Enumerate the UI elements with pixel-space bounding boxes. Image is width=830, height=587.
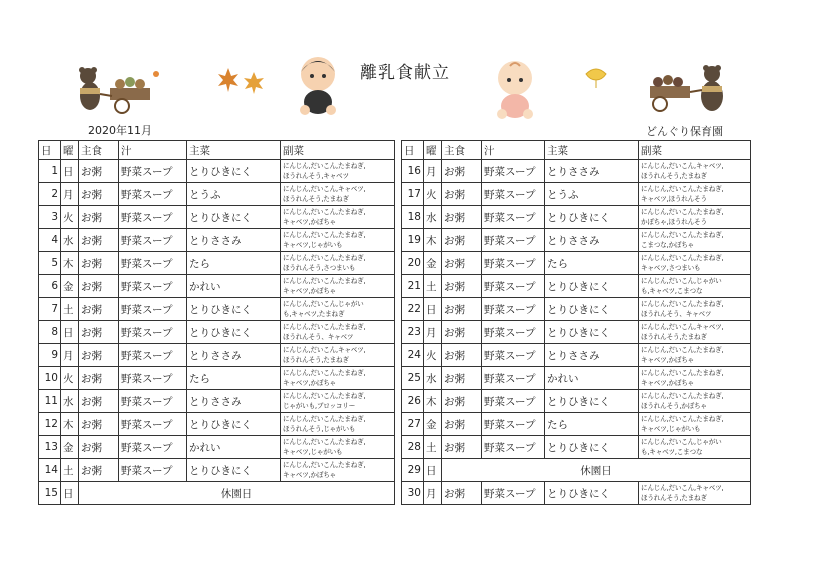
dow-cell: 金 (424, 413, 442, 436)
table-row (402, 252, 751, 275)
day-cell: 27 (402, 413, 424, 436)
side-dish-line: にんじん,だいこん,たまねぎ, (641, 300, 724, 308)
side-dish-cell (281, 183, 395, 206)
side-dish-line: じゃがいも,ブロッコリー (283, 402, 356, 410)
day-cell: 22 (402, 298, 424, 321)
dow-cell: 日 (61, 321, 79, 344)
side-dish-cell (281, 390, 395, 413)
table-row (39, 206, 395, 229)
side-dish-line: キャベツ,さつまいも (641, 264, 701, 272)
soup-cell: 野菜スープ (482, 436, 545, 459)
day-cell: 16 (402, 160, 424, 183)
main-dish-cell: とりひきにく (545, 390, 639, 413)
baby-illustration (293, 54, 343, 116)
side-dish-line: にんじん,だいこん,たまねぎ, (641, 415, 724, 423)
day-cell: 30 (402, 482, 424, 505)
side-dish-cell (281, 206, 395, 229)
dow-cell: 金 (61, 436, 79, 459)
table-header-row (402, 141, 751, 160)
dow-cell: 水 (61, 390, 79, 413)
table-row (39, 344, 395, 367)
main-dish-cell: とりひきにく (187, 321, 281, 344)
side-dish-line: ほうれんそう、キャベツ (641, 310, 712, 318)
day-cell: 20 (402, 252, 424, 275)
day-cell: 24 (402, 344, 424, 367)
side-dish-line: キャベツ,ほうれんそう (641, 195, 707, 203)
dow-cell: 土 (61, 298, 79, 321)
side-dish-line: にんじん,だいこん,たまねぎ, (283, 438, 366, 446)
table-row (402, 390, 751, 413)
day-cell: 10 (39, 367, 61, 390)
page-title: 離乳食献立 (360, 63, 450, 83)
side-dish-line: にんじん,だいこん,キャベツ, (641, 162, 724, 170)
staple-cell: お粥 (79, 229, 119, 252)
table-row (402, 229, 751, 252)
side-dish-line: にんじん,だいこん,たまねぎ, (283, 231, 366, 239)
main-dish-cell: とりささみ (187, 344, 281, 367)
side-dish-cell (639, 275, 751, 298)
side-dish-cell (281, 252, 395, 275)
table-row (402, 367, 751, 390)
soup-cell: 野菜スープ (482, 321, 545, 344)
staple-cell: お粥 (442, 160, 482, 183)
staple-cell: お粥 (442, 275, 482, 298)
header-soup: 汁 (119, 141, 187, 160)
staple-cell: お粥 (442, 413, 482, 436)
soup-cell: 野菜スープ (119, 275, 187, 298)
day-cell: 29 (402, 459, 424, 482)
main-dish-cell: とりひきにく (187, 413, 281, 436)
day-cell: 18 (402, 206, 424, 229)
side-dish-line: ほうれんそう,たまねぎ (283, 356, 349, 364)
dow-cell: 月 (61, 183, 79, 206)
main-dish-cell: とうふ (187, 183, 281, 206)
school-name: どんぐり保育園 (646, 125, 723, 138)
header-soup: 汁 (482, 141, 545, 160)
staple-cell: お粥 (442, 436, 482, 459)
soup-cell: 野菜スープ (482, 252, 545, 275)
main-dish-cell: とうふ (545, 183, 639, 206)
day-cell: 7 (39, 298, 61, 321)
side-dish-cell (639, 183, 751, 206)
table-row (39, 436, 395, 459)
header-main: 主菜 (187, 141, 281, 160)
main-dish-cell: かれい (187, 275, 281, 298)
side-dish-cell (639, 344, 751, 367)
table-header-row (39, 141, 395, 160)
maple-leaves-illustration (218, 66, 268, 96)
header-main: 主菜 (545, 141, 639, 160)
dow-cell: 火 (424, 344, 442, 367)
main-dish-cell: たら (187, 367, 281, 390)
day-cell: 14 (39, 459, 61, 482)
dow-cell: 火 (61, 206, 79, 229)
side-dish-cell (281, 229, 395, 252)
staple-cell: お粥 (442, 252, 482, 275)
staple-cell: お粥 (442, 183, 482, 206)
soup-cell: 野菜スープ (119, 206, 187, 229)
menu-table-right (401, 140, 751, 505)
staple-cell: お粥 (442, 321, 482, 344)
soup-cell: 野菜スープ (482, 298, 545, 321)
main-dish-cell: とりひきにく (545, 206, 639, 229)
staple-cell: お粥 (79, 436, 119, 459)
side-dish-line: も,キャベツ,こまつな (641, 448, 703, 456)
side-dish-cell (639, 436, 751, 459)
side-dish-line: にんじん,だいこん,たまねぎ, (283, 208, 366, 216)
side-dish-line: ほうれんそう,たまねぎ (283, 195, 349, 203)
side-dish-cell (639, 367, 751, 390)
table-row (39, 413, 395, 436)
header-day: 日 (39, 141, 61, 160)
staple-cell: お粥 (79, 367, 119, 390)
baby-illustration (490, 58, 540, 120)
soup-cell: 野菜スープ (482, 482, 545, 505)
side-dish-cell (281, 367, 395, 390)
side-dish-line: にんじん,だいこん,たまねぎ, (641, 392, 724, 400)
day-cell: 4 (39, 229, 61, 252)
dow-cell: 火 (61, 367, 79, 390)
side-dish-line: ほうれんそう,たまねぎ (641, 172, 707, 180)
dow-cell: 土 (61, 459, 79, 482)
day-cell: 17 (402, 183, 424, 206)
side-dish-line: キャベツ,じゃがいも (283, 448, 343, 456)
ginkgo-leaf-illustration (584, 66, 608, 90)
main-dish-cell: とりささみ (545, 229, 639, 252)
dow-cell: 木 (424, 229, 442, 252)
day-cell: 19 (402, 229, 424, 252)
dow-cell: 土 (424, 436, 442, 459)
day-cell: 25 (402, 367, 424, 390)
side-dish-line: キャベツ,かぼちゃ (283, 218, 337, 226)
side-dish-cell (281, 459, 395, 482)
table-row (402, 321, 751, 344)
staple-cell: お粥 (442, 367, 482, 390)
side-dish-line: にんじん,だいこん,たまねぎ, (283, 461, 366, 469)
table-row (39, 298, 395, 321)
main-dish-cell: かれい (187, 436, 281, 459)
dow-cell: 水 (61, 229, 79, 252)
soup-cell: 野菜スープ (119, 413, 187, 436)
soup-cell: 野菜スープ (482, 229, 545, 252)
table-row (402, 160, 751, 183)
dow-cell: 金 (61, 275, 79, 298)
dow-cell: 日 (424, 298, 442, 321)
main-dish-cell: とりささみ (187, 229, 281, 252)
side-dish-line: ほうれんそう,キャベツ (283, 172, 349, 180)
day-cell: 13 (39, 436, 61, 459)
dow-cell: 土 (424, 275, 442, 298)
side-dish-line: にんじん,だいこん,たまねぎ, (641, 254, 724, 262)
soup-cell: 野菜スープ (482, 183, 545, 206)
main-dish-cell: かれい (545, 367, 639, 390)
dow-cell: 月 (61, 344, 79, 367)
day-cell: 21 (402, 275, 424, 298)
main-dish-cell: とりひきにく (545, 275, 639, 298)
side-dish-line: にんじん,だいこん,たまねぎ, (283, 323, 366, 331)
soup-cell: 野菜スープ (119, 459, 187, 482)
side-dish-cell (639, 229, 751, 252)
dow-cell: 木 (424, 390, 442, 413)
soup-cell: 野菜スープ (482, 206, 545, 229)
side-dish-cell (639, 206, 751, 229)
soup-cell: 野菜スープ (119, 436, 187, 459)
soup-cell: 野菜スープ (119, 321, 187, 344)
soup-cell: 野菜スープ (119, 252, 187, 275)
day-cell: 5 (39, 252, 61, 275)
bear-cart-illustration (644, 62, 734, 116)
table-row (402, 436, 751, 459)
staple-cell: お粥 (442, 390, 482, 413)
table-row (39, 367, 395, 390)
side-dish-cell (639, 390, 751, 413)
side-dish-line: ほうれんそう,さつまいも (283, 264, 356, 272)
dow-cell: 日 (424, 459, 442, 482)
main-dish-cell: とりささみ (187, 390, 281, 413)
main-dish-cell: たら (545, 413, 639, 436)
table-row (402, 344, 751, 367)
day-cell: 28 (402, 436, 424, 459)
main-dish-cell: とりひきにく (545, 436, 639, 459)
staple-cell: お粥 (79, 459, 119, 482)
staple-cell: お粥 (442, 344, 482, 367)
header-side: 副菜 (639, 141, 751, 160)
soup-cell: 野菜スープ (119, 183, 187, 206)
side-dish-line: ほうれんそう、キャベツ (283, 333, 354, 341)
staple-cell: お粥 (79, 390, 119, 413)
soup-cell: 野菜スープ (482, 413, 545, 436)
soup-cell: 野菜スープ (119, 160, 187, 183)
side-dish-cell (639, 160, 751, 183)
table-row (402, 206, 751, 229)
soup-cell: 野菜スープ (482, 367, 545, 390)
table-row (39, 252, 395, 275)
day-cell: 3 (39, 206, 61, 229)
side-dish-cell (639, 298, 751, 321)
side-dish-line: キャベツ,かぼちゃ (283, 287, 337, 295)
soup-cell: 野菜スープ (482, 275, 545, 298)
side-dish-cell (281, 413, 395, 436)
staple-cell: お粥 (442, 482, 482, 505)
side-dish-cell (639, 482, 751, 505)
header-staple: 主食 (79, 141, 119, 160)
main-dish-cell: たら (545, 252, 639, 275)
header-dow: 曜 (61, 141, 79, 160)
staple-cell: お粥 (79, 413, 119, 436)
soup-cell: 野菜スープ (119, 298, 187, 321)
side-dish-cell (281, 344, 395, 367)
soup-cell: 野菜スープ (119, 229, 187, 252)
day-cell: 11 (39, 390, 61, 413)
side-dish-line: キャベツ,かぼちゃ (283, 471, 337, 479)
soup-cell: 野菜スープ (119, 390, 187, 413)
dow-cell: 火 (424, 183, 442, 206)
table-row (402, 275, 751, 298)
day-cell: 26 (402, 390, 424, 413)
dow-cell: 月 (424, 321, 442, 344)
dow-cell: 月 (424, 160, 442, 183)
main-dish-cell: とりささみ (545, 344, 639, 367)
day-cell: 23 (402, 321, 424, 344)
table-row (39, 160, 395, 183)
soup-cell: 野菜スープ (482, 344, 545, 367)
table-row (39, 321, 395, 344)
side-dish-cell (639, 252, 751, 275)
main-dish-cell: とりひきにく (187, 459, 281, 482)
side-dish-cell (639, 321, 751, 344)
side-dish-line: キャベツ,かぼちゃ (283, 379, 337, 387)
side-dish-line: にんじん,だいこん,たまねぎ, (641, 346, 724, 354)
main-dish-cell: とりひきにく (545, 298, 639, 321)
side-dish-line: にんじん,だいこん,たまねぎ, (641, 231, 724, 239)
menu-table-left (38, 140, 395, 505)
side-dish-line: キャベツ,じゃがいも (641, 425, 701, 433)
side-dish-line: ほうれんそう,たまねぎ (641, 333, 707, 341)
side-dish-line: キャベツ,かぼちゃ (641, 379, 695, 387)
table-row (402, 413, 751, 436)
table-row (39, 275, 395, 298)
side-dish-cell (281, 160, 395, 183)
dow-cell: 月 (424, 482, 442, 505)
side-dish-line: にんじん,だいこん,たまねぎ, (283, 277, 366, 285)
day-cell: 1 (39, 160, 61, 183)
side-dish-line: にんじん,だいこん,キャベツ, (641, 484, 724, 492)
side-dish-line: も,キャベツ,こまつな (641, 287, 703, 295)
table-row (402, 183, 751, 206)
header-dow: 曜 (424, 141, 442, 160)
side-dish-line: にんじん,だいこん,たまねぎ, (641, 369, 724, 377)
header-staple: 主食 (442, 141, 482, 160)
day-cell: 2 (39, 183, 61, 206)
main-dish-cell: とりひきにく (187, 160, 281, 183)
day-cell: 9 (39, 344, 61, 367)
holiday-label: 休園日 (79, 482, 395, 505)
main-dish-cell: とりささみ (545, 160, 639, 183)
day-cell: 6 (39, 275, 61, 298)
dow-cell: 木 (61, 252, 79, 275)
day-cell: 15 (39, 482, 61, 505)
staple-cell: お粥 (442, 298, 482, 321)
side-dish-line: にんじん,だいこん,じゃがい (641, 277, 722, 285)
side-dish-cell (281, 436, 395, 459)
bear-cart-illustration (72, 66, 162, 114)
side-dish-line: ほうれんそう,かぼちゃ (641, 402, 707, 410)
table-row (402, 482, 751, 505)
staple-cell: お粥 (79, 183, 119, 206)
dow-cell: 金 (424, 252, 442, 275)
staple-cell: お粥 (79, 321, 119, 344)
dow-cell: 日 (61, 160, 79, 183)
staple-cell: お粥 (79, 344, 119, 367)
side-dish-cell (281, 321, 395, 344)
month-label: 2020年11月 (88, 124, 152, 137)
side-dish-cell (639, 413, 751, 436)
side-dish-line: キャベツ,じゃがいも (283, 241, 343, 249)
side-dish-line: にんじん,だいこん,たまねぎ, (641, 185, 724, 193)
side-dish-line: にんじん,だいこん,たまねぎ, (283, 369, 366, 377)
soup-cell: 野菜スープ (482, 160, 545, 183)
side-dish-line: にんじん,だいこん,じゃがい (283, 300, 364, 308)
holiday-row (402, 459, 751, 482)
side-dish-line: にんじん,だいこん,たまねぎ, (283, 162, 366, 170)
soup-cell: 野菜スープ (119, 344, 187, 367)
main-dish-cell: たら (187, 252, 281, 275)
dow-cell: 木 (61, 413, 79, 436)
side-dish-line: も,キャベツ,たまねぎ (283, 310, 345, 318)
staple-cell: お粥 (79, 275, 119, 298)
side-dish-line: ほうれんそう,たまねぎ (641, 494, 707, 502)
dow-cell: 水 (424, 367, 442, 390)
staple-cell: お粥 (79, 160, 119, 183)
table-row (39, 459, 395, 482)
staple-cell: お粥 (79, 252, 119, 275)
side-dish-cell (281, 298, 395, 321)
side-dish-line: にんじん,だいこん,たまねぎ, (641, 208, 724, 216)
staple-cell: お粥 (442, 229, 482, 252)
dow-cell: 水 (424, 206, 442, 229)
side-dish-line: かぼちゃ,ほうれんそう (641, 218, 707, 226)
main-dish-cell: とりひきにく (545, 482, 639, 505)
side-dish-cell (281, 275, 395, 298)
main-dish-cell: とりひきにく (545, 321, 639, 344)
holiday-label: 休園日 (442, 459, 751, 482)
side-dish-line: にんじん,だいこん,キャベツ, (641, 323, 724, 331)
soup-cell: 野菜スープ (482, 390, 545, 413)
table-row (39, 229, 395, 252)
main-dish-cell: とりひきにく (187, 298, 281, 321)
header-side: 副菜 (281, 141, 395, 160)
side-dish-line: にんじん,だいこん,たまねぎ, (283, 392, 366, 400)
staple-cell: お粥 (442, 206, 482, 229)
holiday-row (39, 482, 395, 505)
dow-cell: 日 (61, 482, 79, 505)
table-row (39, 183, 395, 206)
side-dish-line: にんじん,だいこん,じゃがい (641, 438, 722, 446)
staple-cell: お粥 (79, 298, 119, 321)
side-dish-line: にんじん,だいこん,たまねぎ, (283, 254, 366, 262)
side-dish-line: ほうれんそう,じゃがいも (283, 425, 356, 433)
side-dish-line: キャベツ,かぼちゃ (641, 356, 695, 364)
side-dish-line: こまつな,かぼちゃ (641, 241, 695, 249)
side-dish-line: にんじん,だいこん,キャベツ, (283, 346, 366, 354)
soup-cell: 野菜スープ (119, 367, 187, 390)
main-dish-cell: とりひきにく (187, 206, 281, 229)
table-row (402, 298, 751, 321)
header-day: 日 (402, 141, 424, 160)
side-dish-line: にんじん,だいこん,キャベツ, (283, 185, 366, 193)
table-row (39, 390, 395, 413)
day-cell: 12 (39, 413, 61, 436)
staple-cell: お粥 (79, 206, 119, 229)
day-cell: 8 (39, 321, 61, 344)
side-dish-line: にんじん,だいこん,たまねぎ, (283, 415, 366, 423)
